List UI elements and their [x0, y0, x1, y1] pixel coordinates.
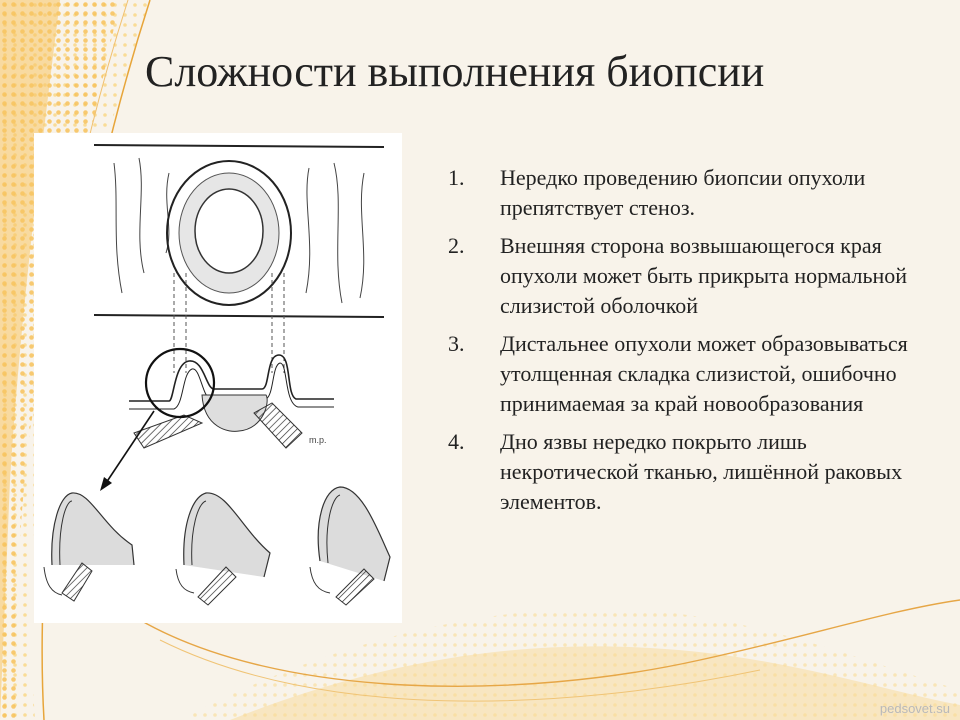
- watermark: pedsovet.su: [879, 701, 950, 716]
- list-item-number: 1.: [448, 165, 465, 190]
- list-item: [448, 427, 918, 517]
- list-item-number: 3.: [448, 331, 465, 356]
- slide-title: Сложности выполнения биопсии: [145, 47, 765, 96]
- list-item-text: Дистальнее опухоли может образовываться утолщенная складка слизистой, ошибочно принимаемая за край новообразования: [500, 331, 908, 416]
- difficulty-list: [448, 163, 918, 525]
- list-item: [448, 163, 918, 223]
- list-item-text: Дно язвы нередко покрыто лишь некротической тканью, лишённой раковых элементов.: [500, 429, 903, 514]
- list-item-number: 4.: [448, 429, 465, 454]
- biopsy-diagram: [34, 133, 402, 623]
- list-item-number: 2.: [448, 233, 465, 258]
- list-item: [448, 231, 918, 321]
- list-item-text: Нередко проведению биопсии опухоли препятствует стеноз.: [500, 165, 866, 220]
- list-item: [448, 329, 918, 419]
- biopsy-diagram-drawing: [34, 133, 402, 623]
- list-item-text: Внешняя сторона возвышающегося края опухоли может быть прикрыта нормальной слизистой оболочкой: [500, 233, 908, 318]
- diagram-label-mp: m.p.: [309, 435, 327, 445]
